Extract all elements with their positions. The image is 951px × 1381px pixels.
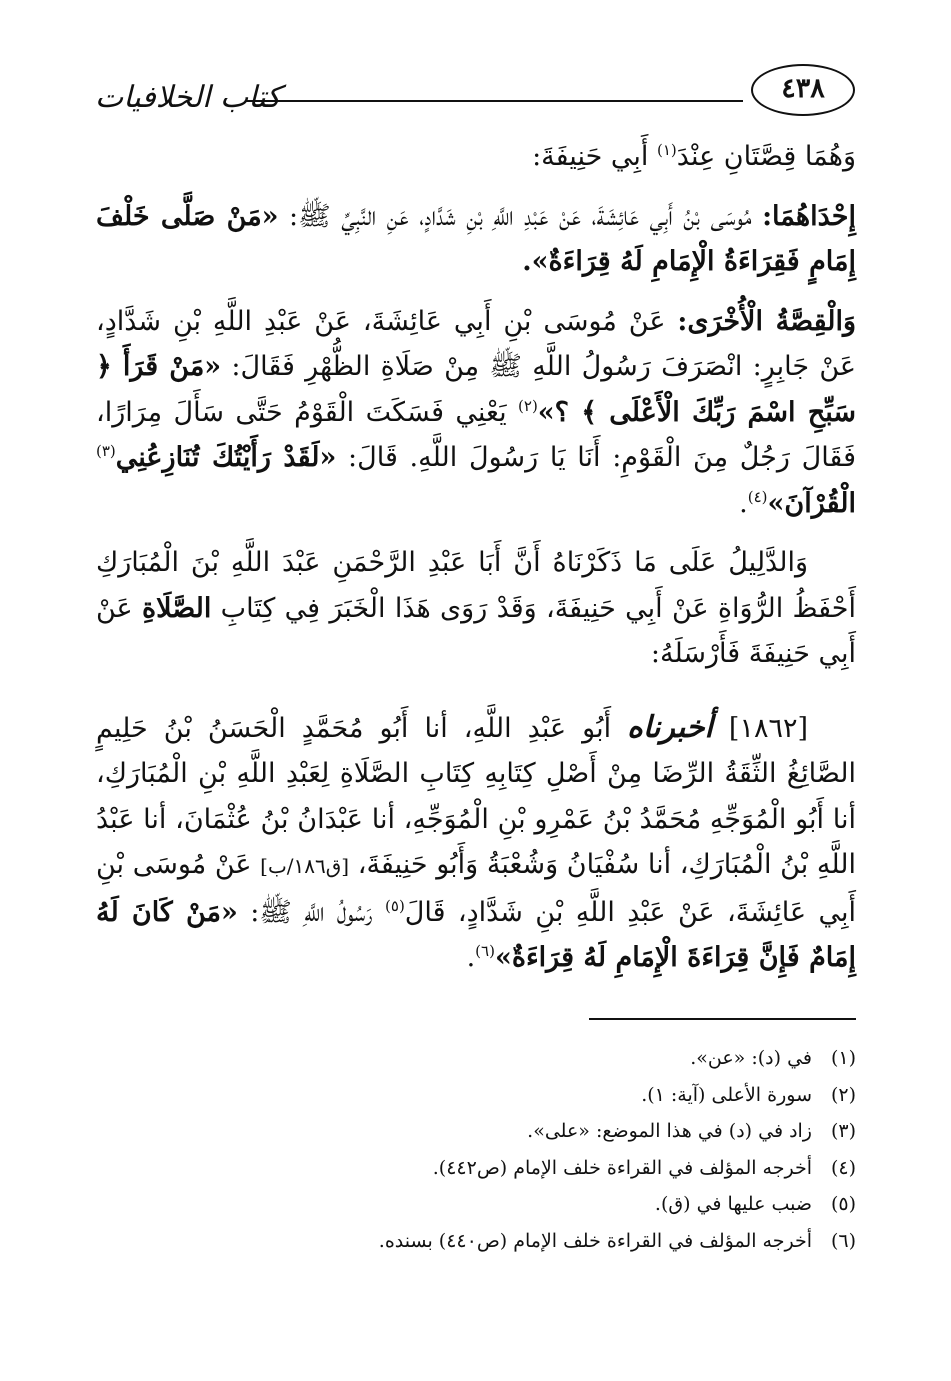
- footnote-number: (٤): [830, 1156, 856, 1179]
- text: .: [739, 487, 748, 519]
- footnote: [96, 1040, 856, 1077]
- hadith-number: [١٨٦٢]: [728, 712, 808, 744]
- footnote-number: (٣): [830, 1120, 856, 1143]
- main-text: [96, 134, 856, 981]
- footnote-ref: (١): [656, 141, 677, 159]
- footnote-number: (١): [830, 1047, 856, 1069]
- footnote-ref: (٣): [96, 442, 116, 460]
- footnote-text: ضبب عليها في (ق).: [654, 1193, 812, 1216]
- text: أَبِي حَنِيفَةَ:: [532, 141, 657, 172]
- hadith-quote: «مَنْ كَانَ لَهُ إِمَامٌ فَإِنَّ قِرَاءَةَ الْإِمَامِ لَهُ قِرَاءَةٌ»: [96, 896, 856, 973]
- page-header: [95, 60, 855, 120]
- book-title: كتاب الخلافيات: [95, 80, 281, 115]
- footnote-number: (٢): [830, 1083, 856, 1106]
- footnote-text: زاد في (د) في هذا الموضع: «على».: [527, 1120, 812, 1143]
- footnote-text: سورة الأعلى (آية: ١).: [641, 1083, 812, 1106]
- footnote-text: أخرجه المؤلف في القراءة خلف الإمام (ص٤٤٢).: [432, 1156, 812, 1179]
- page-number-oval: [751, 64, 855, 116]
- footnote-number: (٦): [830, 1229, 856, 1252]
- page-number: ٤٣٨: [781, 73, 825, 104]
- text: .: [466, 942, 476, 973]
- text: عَنْ مُوسَى بْنِ أَبِي عَائِشَةَ، عَنْ عَبْدِ اللَّهِ بْنِ شَدَّادٍ، عَنْ جَابِرٍ: انْصَرَفَ رَسُولُ اللَّهِ ﷺ مِنْ صَلَاةِ الظُّهْرِ فَقَالَ:: [96, 305, 856, 382]
- header-rule: [245, 100, 743, 102]
- footnotes: [96, 1040, 856, 1260]
- bold-lead: وَالْقِصَّةُ الْأُخْرَى:: [677, 305, 856, 337]
- footnote-ref: (٥): [385, 896, 405, 915]
- paragraph-first-story: [96, 194, 856, 285]
- text: وَالدَّلِيلُ عَلَى مَا ذَكَرْنَاهُ أَنَّ أَبَا عَبْدِ الرَّحْمَنِ عَبْدَ اللَّهِ بْنَ الْمُبَارَكِ أَحْفَظُ الرُّوَاةِ عَنْ أَبِي حَنِيفَةَ، وَقَدْ رَوَى هَذَا الْخَبَرَ فِي كِتَابِ: [96, 547, 856, 624]
- footnote-ref: (٢): [518, 396, 538, 415]
- hadith-quote: «مَنْ صَلَّى خَلْفَ إِمَامٍ فَقِرَاءَةُ الْإِمَامِ لَهُ قِرَاءَةٌ».: [96, 200, 856, 277]
- chain-verb: أخبرناه: [627, 709, 713, 745]
- footnote: [96, 1113, 856, 1150]
- text: رَسُولُ اللَّهِ ﷺ:: [237, 896, 386, 928]
- hadith-quote: الْقُرْآنَ»: [767, 487, 856, 519]
- text: عَنْ مُوسَى بْنِ أَبِي عَائِشَةَ، عَنْ عَبْدِ اللَّهِ بْنِ شَدَّادٍ، قَالَ: [96, 849, 856, 928]
- footnote-ref: (٦): [475, 942, 495, 960]
- bold-term: الصَّلَاةِ: [141, 592, 212, 624]
- text: عَنْ أَبِي حَنِيفَةَ فَأَرْسَلَهُ:: [96, 592, 856, 669]
- hadith-quote: «مَنْ قَرَأَ ﴿ سَبِّحِ اسْمَ رَبِّكَ الْأَعْلَى ﴾ ؟»: [96, 351, 856, 428]
- paragraph-second-story: [96, 299, 856, 527]
- folio-marker: [ق١٨٦/ب]: [260, 854, 350, 878]
- footnote-ref: (٤): [747, 487, 768, 506]
- footnote: [96, 1077, 856, 1114]
- text: وَهُمَا قِصَّتَانِ عِنْدَ: [676, 141, 856, 172]
- paragraph-hadith-1862: [96, 705, 856, 981]
- footnote: [96, 1186, 856, 1223]
- footnote-number: (٥): [830, 1193, 856, 1216]
- footnote: [96, 1223, 856, 1260]
- footnote: [96, 1150, 856, 1187]
- footnote-text: أخرجه المؤلف في القراءة خلف الإمام (ص٤٤٠) بسنده.: [378, 1229, 812, 1252]
- footnote-separator: [589, 1018, 856, 1020]
- text: أَبُو عَبْدِ اللَّهِ، أنا أَبُو مُحَمَّدٍ الْحَسَنُ بْنُ حَلِيمٍ الصَّائِغُ الثِّقَةُ الرِّضَا مِنْ أَصْلِ كِتَابِهِ كِتَابِ الصَّلَاةِ لِعَبْدِ اللَّهِ بْنِ الْمُبَارَكِ، أنا أَبُو الْمُوَجِّهِ مُحَمَّدُ بْنُ عَمْرِو بْنِ الْمُوَجِّهِ، أنا عَبْدَانُ بْنُ عُثْمَانَ، أنا عَبْدُ اللَّهِ بْنُ الْمُبَارَكِ، أنا سُفْيَانُ وَشُعْبَةُ وَأَبُو حَنِيفَةَ،: [96, 712, 856, 880]
- text: مُوسَى بْنُ أَبِي عَائِشَةَ، عَنْ عَبْدِ اللَّهِ بْنِ شَدَّادٍ، عَنِ النَّبِيِّ ﷺ:: [278, 200, 763, 232]
- footnote-text: في (د): «عن».: [690, 1047, 812, 1069]
- text: يَعْنِي فَسَكَتَ الْقَوْمُ حَتَّى سَأَلَ مِرَارًا، فَقَالَ رَجُلٌ مِنَ الْقَوْمِ: أَنَا يَا رَسُولَ اللَّهِ. قَالَ:: [96, 396, 856, 473]
- paragraph-intro: [96, 134, 856, 180]
- hadith-quote: «لَقَدْ رَأَيْتُكَ تُنَازِعُنِي: [115, 442, 337, 473]
- bold-lead: إِحْدَاهُمَا:: [762, 200, 856, 232]
- paragraph-evidence: [96, 540, 856, 677]
